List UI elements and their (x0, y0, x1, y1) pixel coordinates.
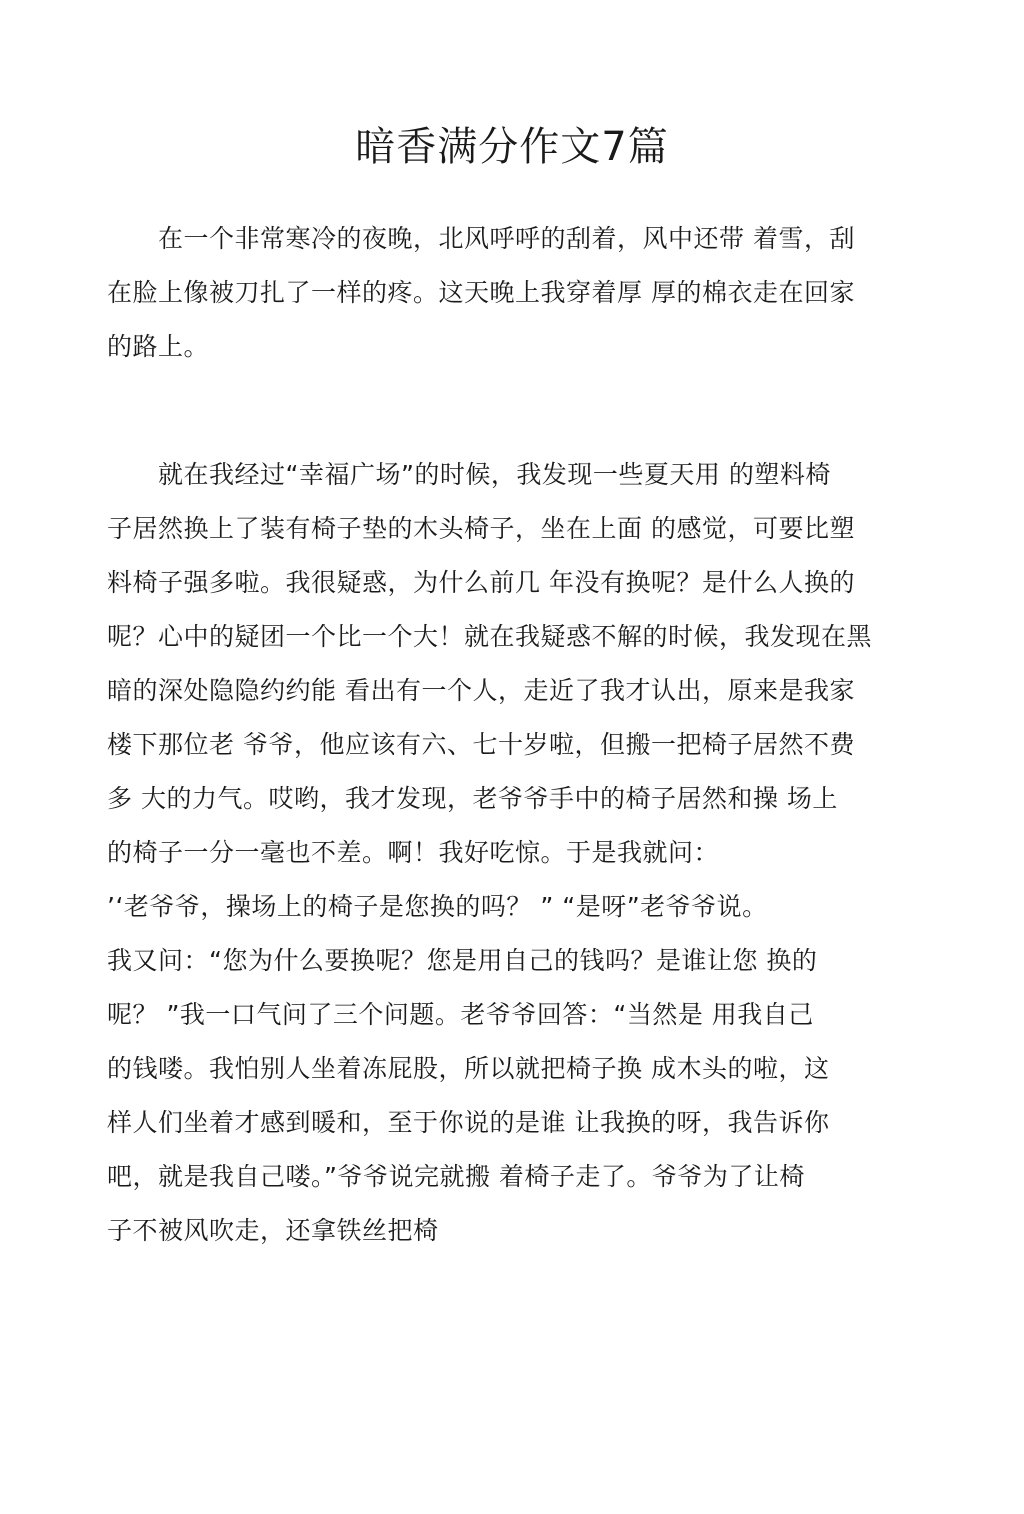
paragraph-line: 的钱喽。我怕别人坐着冻屁股，所以就把椅子换 成木头的啦，这 (107, 1054, 830, 1083)
paragraph-line: 多 大的力气。哎哟，我才发现，老爷爷手中的椅子居然和操 场上 (107, 784, 838, 813)
paragraph-line: 的椅子一分一毫也不差。啊！我好吃惊。于是我就问： (107, 838, 720, 867)
paragraph-2 (107, 448, 927, 1258)
paragraph-line: 吧，就是我自己喽。”爷爷说完就搬 着椅子走了。爷爷为了让椅 (107, 1162, 805, 1191)
paragraph-line: 在脸上像被刀扎了一样的疼。这天晚上我穿着厚 厚的棉衣走在回家 (107, 278, 855, 307)
paragraph-line: 暗的深处隐隐约约能 看出有一个人，走近了我才认出，原来是我家 (107, 676, 855, 705)
paragraph-line: 呢？心中的疑团一个比一个大！就在我疑惑不解的时候，我发现在黑 (107, 622, 873, 651)
paragraph-line: ’‘老爷爷，操场上的椅子是您换的吗？ ” “是呀”老爷爷说。 (107, 892, 768, 921)
paragraph-1 (107, 212, 927, 374)
paragraph-line: 子不被风吹走，还拿铁丝把椅 (107, 1216, 439, 1245)
paragraph-line: 在一个非常寒冷的夜晚，北风呼呼的刮着，风中还带 着雪，刮 (107, 224, 855, 253)
paragraph-line: 楼下那位老 爷爷，他应该有六、七十岁啦，但搬一把椅子居然不费 (107, 730, 855, 759)
paragraph-line: 我又问：“您为什么要换呢？您是用自己的钱吗？是谁让您 换的 (107, 946, 818, 975)
paragraph-line: 就在我经过“幸福广场”的时候，我发现一些夏天用 的塑料椅 (107, 460, 831, 489)
paragraph-line: 的路上。 (107, 332, 210, 361)
paragraph-line: 子居然换上了装有椅子垫的木头椅子，坐在上面 的感觉，可要比塑 (107, 514, 855, 543)
paragraph-line: 呢？ ”我一口气问了三个问题。老爷爷回答：“当然是 用我自己 (107, 1000, 814, 1029)
page-title: 暗香满分作文7篇 (355, 123, 669, 170)
paragraph-line: 样人们坐着才感到暖和，至于你说的是谁 让我换的呀，我告诉你 (107, 1108, 830, 1137)
paragraph-line: 料椅子强多啦。我很疑惑，为什么前几 年没有换呢？是什么人换的 (107, 568, 855, 597)
